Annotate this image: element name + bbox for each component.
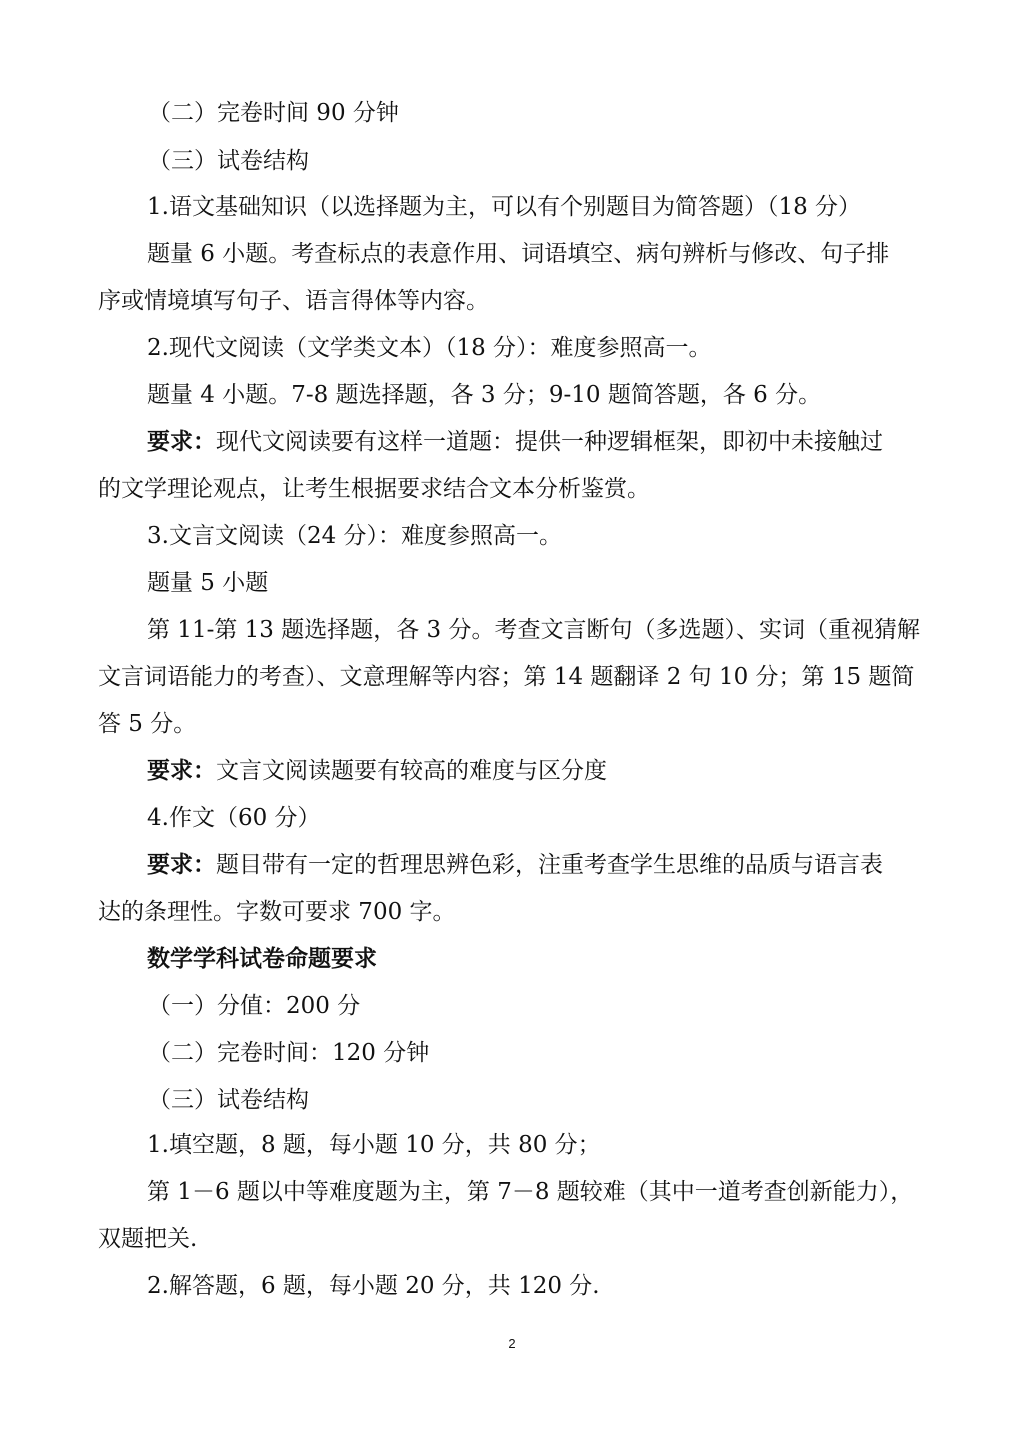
section-2-requirement-line-2: 的文学理论观点，让考生根据要求结合文本分析鉴赏。 (98, 476, 650, 502)
exam-time-line: （二）完卷时间 90 分钟 (148, 100, 399, 126)
requirement-label: 要求： (147, 851, 216, 878)
math-fill-blank-line: 1.填空题，8 题，每小题 10 分，共 80 分； (147, 1132, 601, 1158)
section-2-heading: 2.现代文阅读（文学类文本）（18 分）：难度参照高一。 (147, 335, 712, 361)
section-3-desc-line-2: 文言词语能力的考查）、文意理解等内容；第 14 题翻译 2 句 10 分；第 15 题简 (98, 664, 915, 690)
section-4-heading: 4.作文（60 分） (147, 805, 321, 831)
section-2-desc: 题量 4 小题。7-8 题选择题，各 3 分；9-10 题简答题，各 6 分。 (147, 382, 822, 408)
section-3-count: 题量 5 小题 (147, 570, 269, 596)
math-score-line: （一）分值：200 分 (148, 993, 361, 1019)
math-fill-blank-desc-line-2: 双题把关. (98, 1226, 198, 1252)
math-fill-blank-desc-line-1: 第 1－6 题以中等难度题为主，第 7－8 题较难（其中一道考查创新能力）， (147, 1179, 914, 1205)
page-number: 2 (508, 1336, 516, 1351)
math-solve-line: 2.解答题，6 题，每小题 20 分，共 120 分. (147, 1273, 600, 1299)
section-4-requirement-line-1 (147, 850, 883, 880)
requirement-text: 现代文阅读要有这样一道题：提供一种逻辑框架，即初中未接触过 (216, 429, 883, 455)
math-structure-heading: （三）试卷结构 (148, 1087, 309, 1113)
section-4-requirement-line-2: 达的条理性。字数可要求 700 字。 (98, 899, 456, 925)
section-3-heading: 3.文言文阅读（24 分）：难度参照高一。 (147, 523, 563, 549)
section-3-requirement (147, 756, 607, 786)
section-1-desc-line-1: 题量 6 小题。考查标点的表意作用、词语填空、病句辨析与修改、句子排 (147, 241, 890, 267)
section-3-desc-line-3: 答 5 分。 (98, 711, 197, 737)
section-2-requirement-line-1 (147, 427, 883, 457)
section-3-desc-line-1: 第 11-第 13 题选择题，各 3 分。考查文言断句（多选题）、实词（重视猜解 (147, 617, 920, 643)
structure-heading: （三）试卷结构 (148, 148, 309, 174)
section-1-heading: 1.语文基础知识（以选择题为主，可以有个别题目为简答题）（18 分） (147, 194, 862, 220)
section-1-desc-line-2: 序或情境填写句子、语言得体等内容。 (98, 288, 489, 314)
math-section-title: 数学学科试卷命题要求 (147, 945, 377, 972)
math-time-line: （二）完卷时间：120 分钟 (148, 1040, 430, 1066)
requirement-text: 题目带有一定的哲理思辨色彩，注重考查学生思维的品质与语言表 (216, 852, 883, 878)
requirement-label: 要求： (147, 428, 216, 455)
requirement-label: 要求： (147, 757, 216, 784)
requirement-text: 文言文阅读题要有较高的难度与区分度 (216, 758, 607, 784)
